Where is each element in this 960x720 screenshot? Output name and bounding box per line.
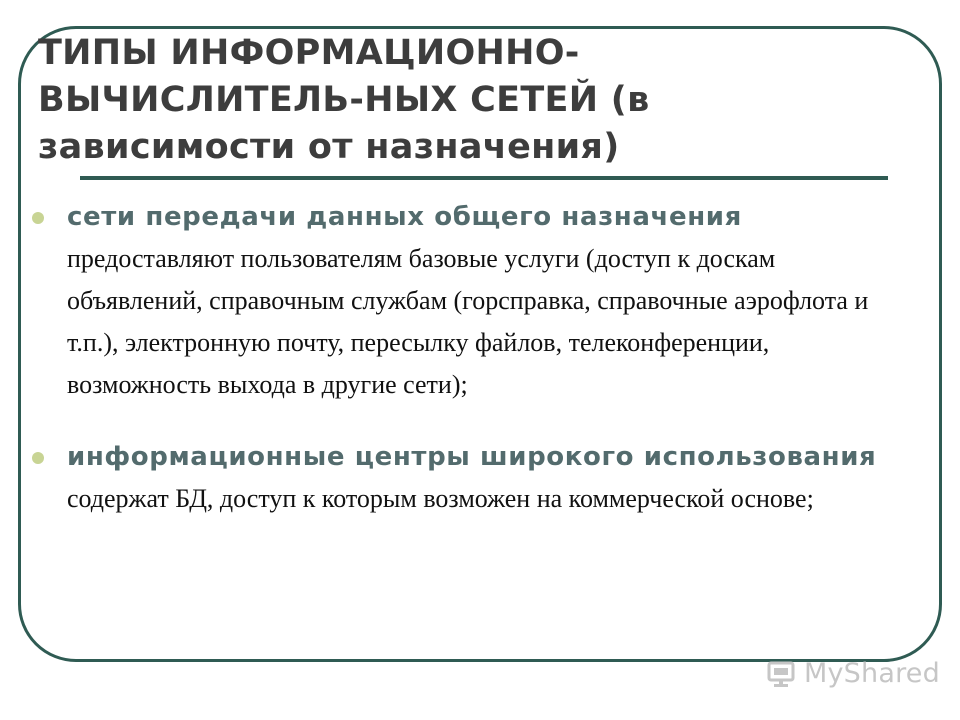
watermark-text: MyShared: [804, 657, 940, 689]
bullet-list: [32, 196, 912, 520]
item-body: содержат БД, доступ к которым возможен на коммерческой основе;: [67, 484, 814, 513]
watermark: [766, 652, 940, 694]
item-heading: сети передачи данных общего назначения: [67, 202, 742, 232]
bullet-icon: [32, 452, 44, 464]
list-item: [32, 436, 912, 520]
myshared-logo-icon: [766, 658, 798, 688]
list-item: [32, 196, 912, 406]
slide-title: ТИПЫ ИНФОРМАЦИОННО-ВЫЧИСЛИТЕЛЬ-НЫХ СЕТЕЙ (в зависимости от назначения): [38, 33, 650, 167]
item-heading: информационные центры широкого использования: [67, 442, 877, 472]
title-underline: [80, 176, 888, 180]
bullet-icon: [32, 212, 44, 224]
item-body: предоставляют пользователям базовые услуги (доступ к доскам объявлений, справочным службам (горсправка, справочные аэрофлота и т.п.), электронную почту, пересылку файлов, телеконференции, возможность выхода в другие сети);: [67, 244, 869, 399]
